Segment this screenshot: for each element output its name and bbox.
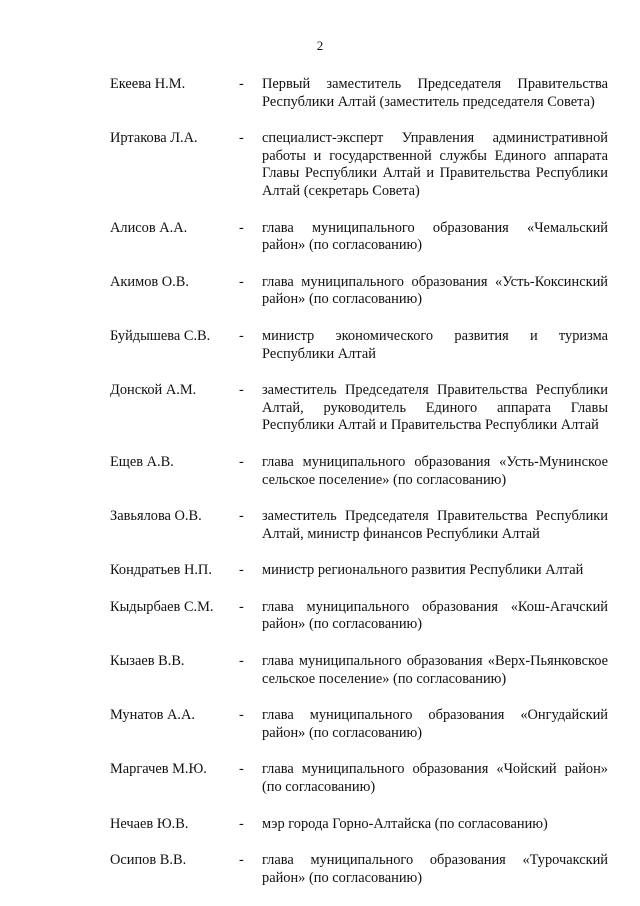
member-dash: - (239, 130, 244, 147)
member-role: глава муниципального образования «Верх-Пьянковское сельское поселение» (по согласованию) (262, 653, 608, 687)
member-dash: - (239, 852, 244, 869)
member-dash: - (239, 815, 244, 832)
member-dash: - (239, 508, 244, 525)
member-name: Донской А.М. (110, 382, 197, 399)
member-role: глава муниципального образования «Чойский район» (по согласованию) (262, 761, 608, 796)
member-name: Осипов В.В. (110, 852, 187, 869)
member-row (0, 816, 640, 834)
member-row (0, 599, 640, 634)
member-row (0, 274, 640, 309)
member-name: Нечаев Ю.В. (110, 815, 189, 832)
member-dash: - (239, 653, 244, 670)
member-role: глава муниципального образования «Онгудайский район» (по согласованию) (262, 707, 608, 741)
member-name: Завьялова О.В. (110, 508, 202, 525)
member-role: Первый заместитель Председателя Правительства Республики Алтай (заместитель председателя Совета) (262, 76, 608, 110)
member-dash: - (239, 273, 244, 290)
member-dash: - (239, 598, 244, 615)
member-role: глава муниципального образования «Усть-Коксинский район» (по согласованию) (262, 273, 608, 308)
member-role: глава муниципального образования «Чемальский район» (по согласованию) (262, 219, 608, 254)
member-row (0, 328, 640, 363)
member-row (0, 562, 640, 580)
member-role: министр экономического развития и туризма Республики Алтай (262, 327, 608, 362)
council-member-list (0, 76, 640, 906)
member-role: глава муниципального образования «Кош-Агачский район» (по согласованию) (262, 598, 608, 633)
member-row (0, 653, 640, 688)
member-name: Екеева Н.М. (110, 76, 186, 92)
member-name: Иртакова Л.А. (110, 130, 198, 147)
member-role: специалист-эксперт Управления административной работы и государственной службы Единого аппарата Главы Республики Алтай и Правительства Республики Алтай (секретарь Совета) (262, 130, 608, 199)
member-row (0, 454, 640, 489)
member-role: заместитель Председателя Правительства Республики Алтай, руководитель Единого аппарата Главы Республики Алтай и Правительства Республики Алтай (262, 382, 608, 434)
member-role: мэр города Горно-Алтайска (по согласованию) (262, 815, 548, 832)
member-dash: - (239, 562, 244, 579)
member-row (0, 76, 640, 111)
member-name: Кондратьев Н.П. (110, 562, 212, 579)
member-role: глава муниципального образования «Турочакский район» (по согласованию) (262, 852, 608, 886)
member-dash: - (239, 707, 244, 724)
member-row (0, 130, 640, 200)
member-row (0, 508, 640, 543)
member-row (0, 707, 640, 742)
member-dash: - (239, 327, 244, 344)
member-role: заместитель Председателя Правительства Республики Алтай, министр финансов Республики Алтай (262, 508, 608, 542)
member-name: Ещев А.В. (110, 453, 174, 470)
member-name: Алисов А.А. (110, 219, 188, 236)
member-row (0, 852, 640, 887)
member-dash: - (239, 219, 244, 236)
page-number: 2 (316, 38, 324, 53)
member-dash: - (239, 453, 244, 470)
member-name: Акимов О.В. (110, 273, 189, 290)
member-role: глава муниципального образования «Усть-Мунинское сельское поселение» (по согласованию) (262, 453, 608, 488)
member-name: Буйдышева С.В. (110, 327, 211, 344)
member-name: Кыдырбаев С.М. (110, 598, 214, 615)
member-row (0, 220, 640, 255)
member-dash: - (239, 382, 244, 399)
member-row (0, 761, 640, 796)
member-name: Кызаев В.В. (110, 653, 185, 670)
member-dash: - (239, 76, 244, 92)
member-row (0, 382, 640, 435)
member-dash: - (239, 761, 244, 778)
member-name: Мунатов А.А. (110, 707, 196, 724)
member-role: министр регионального развития Республики Алтай (262, 562, 584, 579)
member-name: Маргачев М.Ю. (110, 761, 207, 778)
